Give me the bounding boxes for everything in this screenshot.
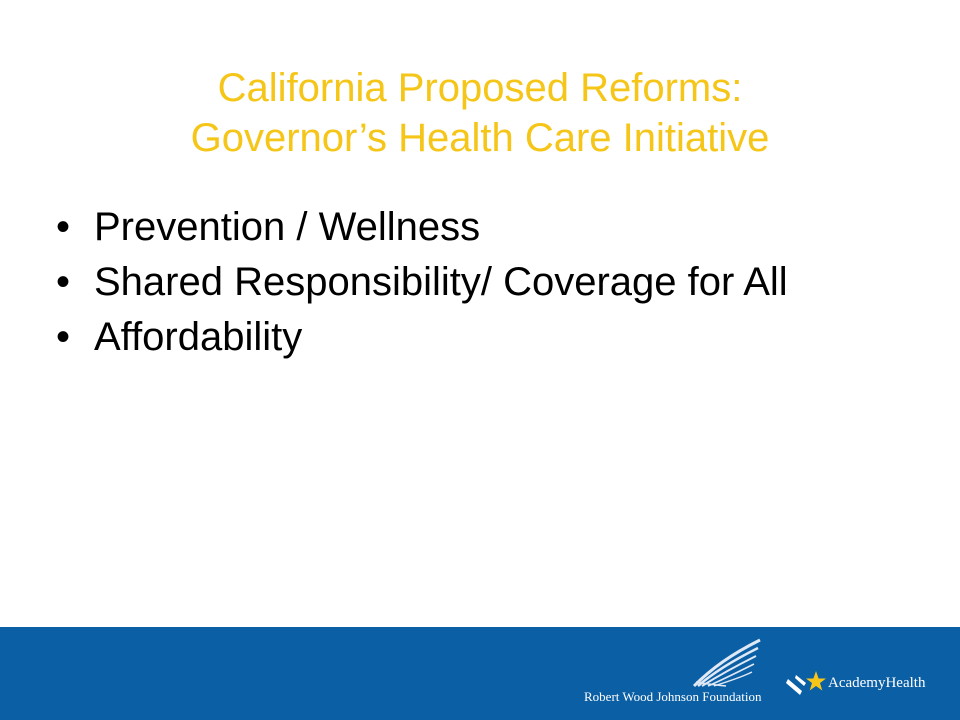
- academyhealth-label: AcademyHealth: [828, 675, 926, 691]
- bullet-dot: •: [56, 260, 71, 304]
- rwjf-logo: [584, 638, 784, 708]
- slide-title: [40, 63, 920, 163]
- bullet-dot: •: [56, 315, 71, 359]
- bullet-dot: •: [56, 205, 71, 249]
- footer-bar: [0, 627, 960, 720]
- slide-title-line-1: California Proposed Reforms:: [217, 65, 743, 110]
- bullet-text: Affordability: [94, 315, 303, 359]
- bullet-item: [54, 313, 894, 361]
- bullet-text: Shared Responsibility/ Coverage for All: [94, 260, 788, 304]
- bullet-item: [54, 258, 894, 306]
- bullet-text: Prevention / Wellness: [94, 205, 481, 249]
- academyhealth-logo: [786, 669, 956, 699]
- star-logo-icon: [786, 669, 826, 697]
- rwjf-label: Robert Wood Johnson Foundation: [584, 689, 762, 704]
- bullet-item: [54, 203, 894, 251]
- bullet-list: [54, 203, 894, 368]
- slide-title-line-2: Governor’s Health Care Initiative: [190, 115, 770, 160]
- wing-logo-icon: [692, 638, 762, 688]
